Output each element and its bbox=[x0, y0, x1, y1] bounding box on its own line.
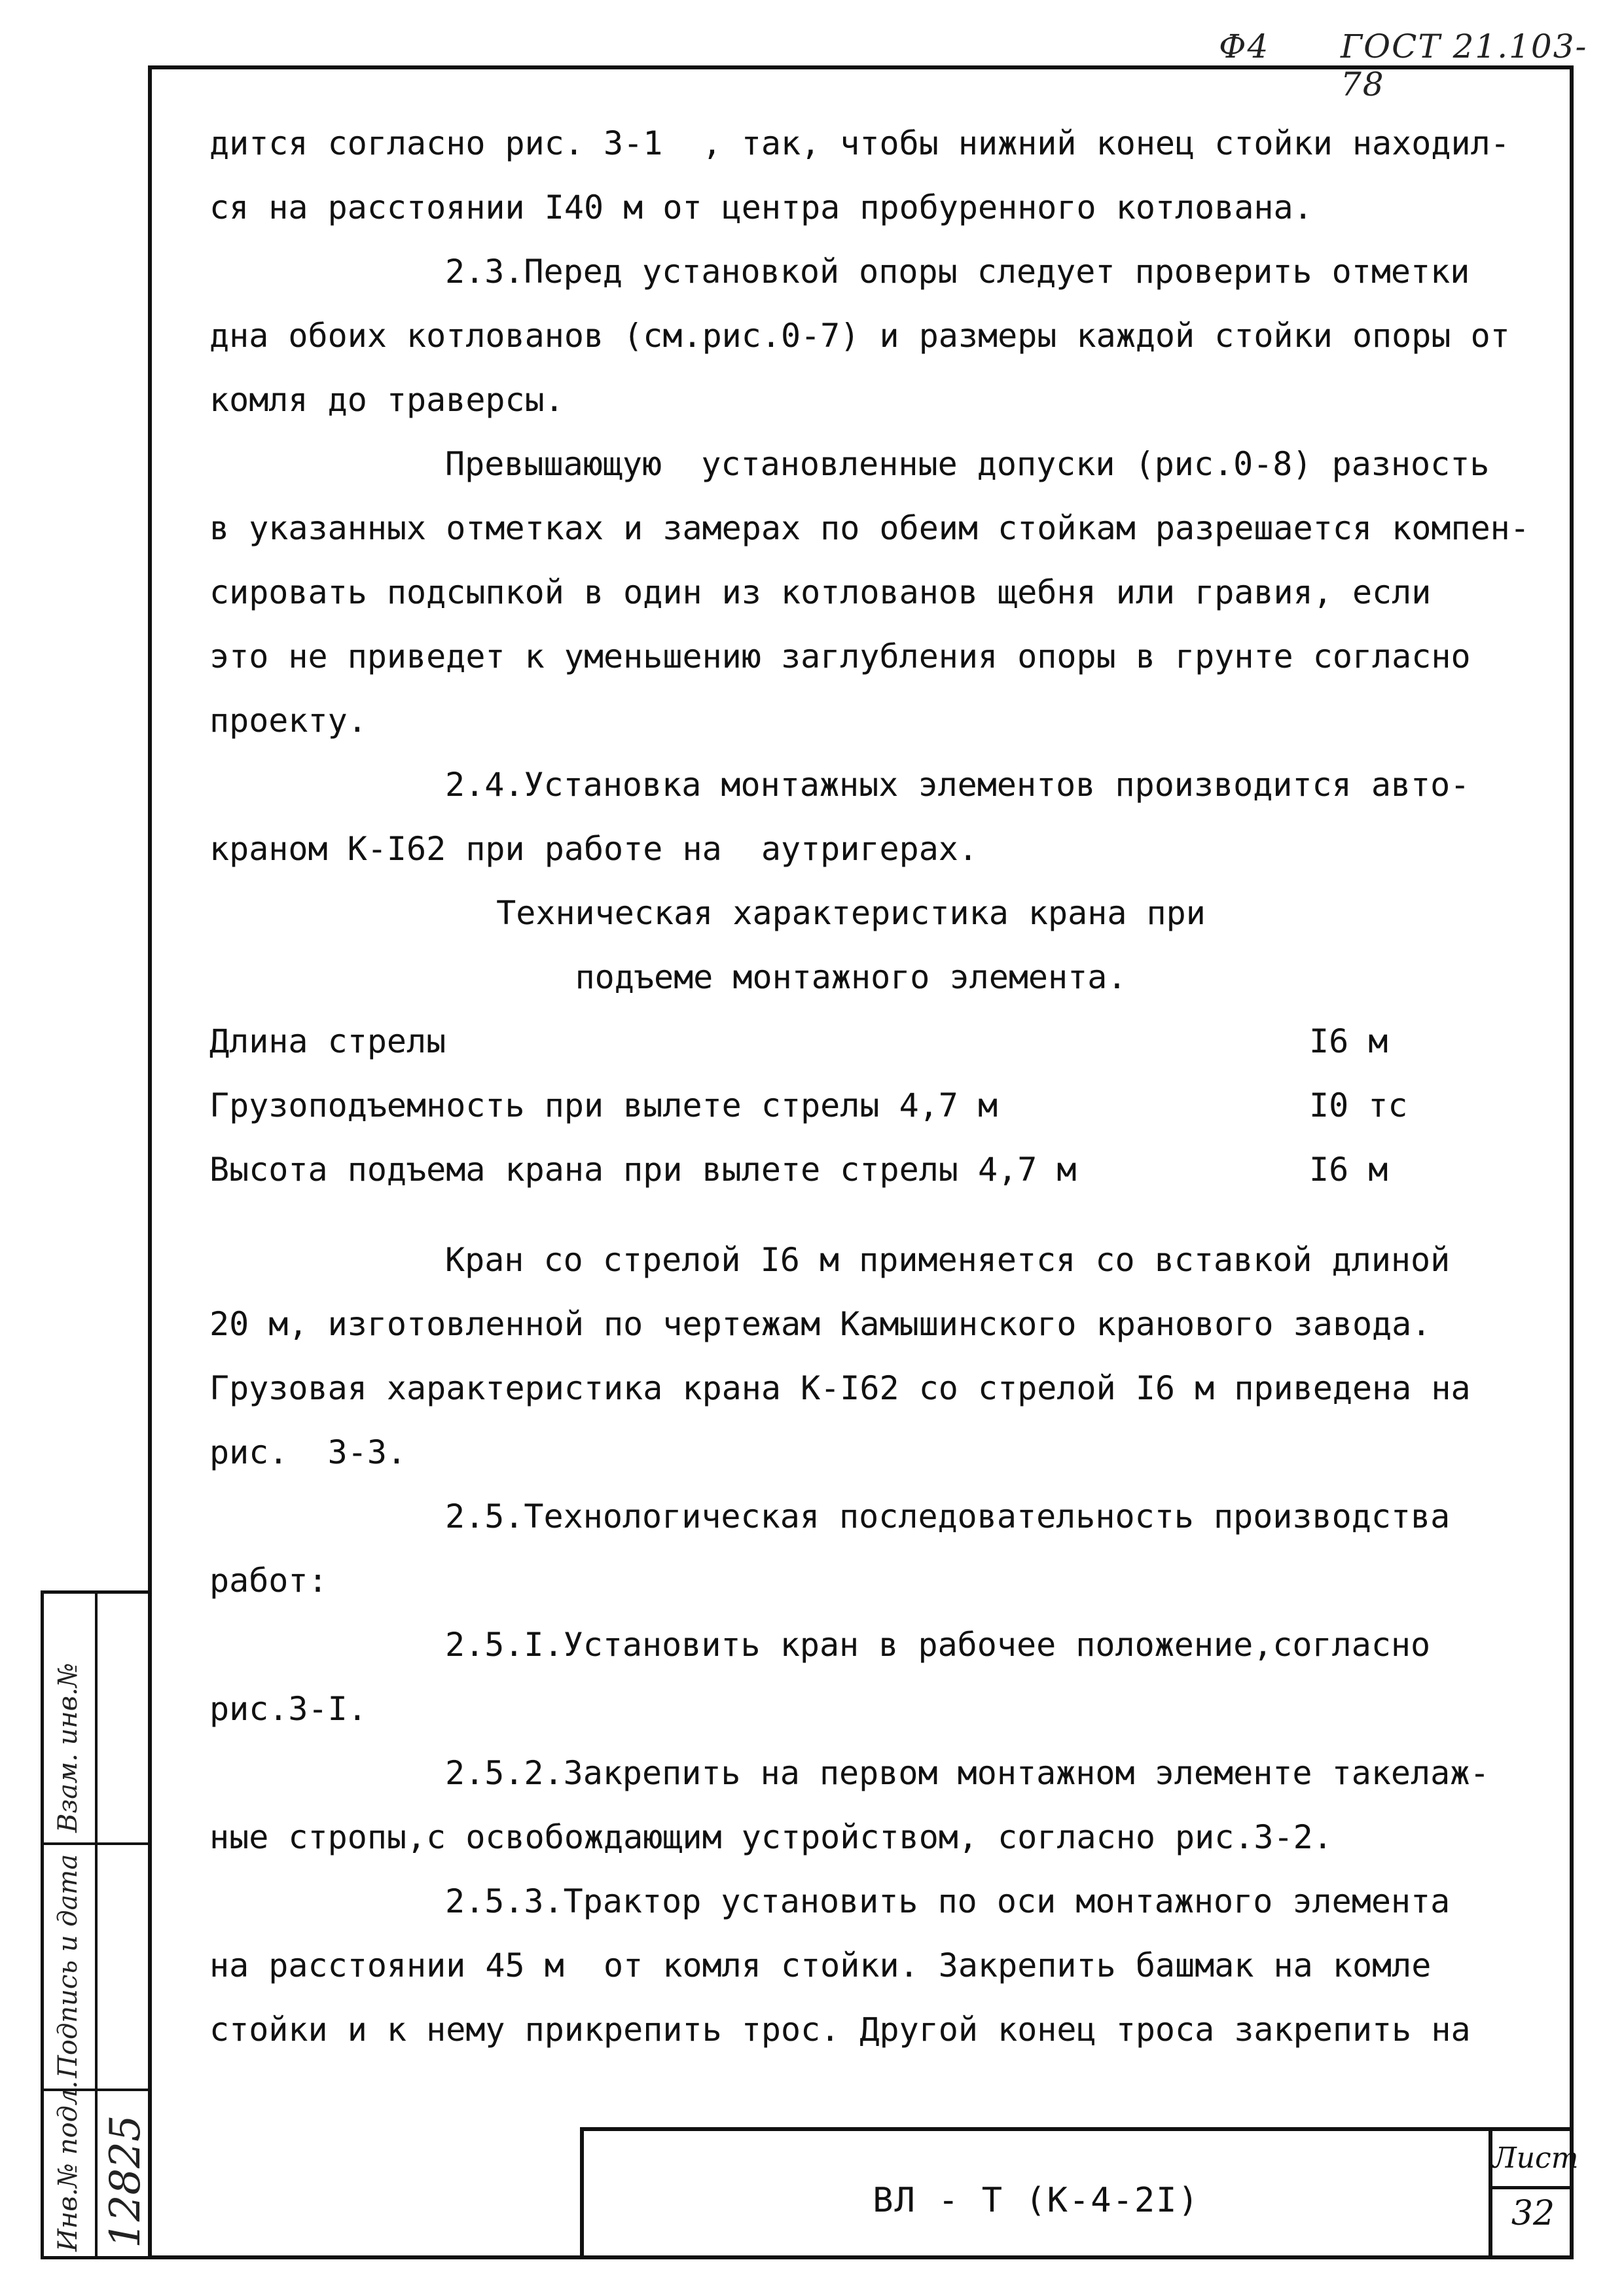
paragraph-2-5-2: 2.5.2.Закрепить на первом монтажном элементе такелаж- bbox=[445, 1754, 1490, 1792]
spec-label: Грузоподъемность при вылете стрелы 4,7 м bbox=[209, 1086, 998, 1124]
side-stamp bbox=[41, 1590, 148, 2259]
text-line: в указанных отметках и замерах по обеим стойкам разрешается компен- bbox=[209, 509, 1530, 547]
paragraph-2-5-3: 2.5.3.Трактор установить по оси монтажного элемента bbox=[445, 1882, 1451, 1920]
text-line: дна обоих котлованов (см.рис.0-7) и размеры каждой стойки опоры от bbox=[209, 317, 1510, 355]
text-line: сировать подсыпкой в один из котлованов щебня или гравия, если bbox=[209, 573, 1432, 611]
text-line: 20 м, изготовленной по чертежам Камышинского кранового завода. bbox=[209, 1305, 1432, 1343]
document-code: ВЛ - Т (К-4-2I) bbox=[873, 2181, 1200, 2220]
stamp-label-inventory: Инв.№ подл. bbox=[53, 2080, 83, 2251]
text-line: на расстоянии 45 м от комля стойки. Закрепить башмак на комле bbox=[209, 1946, 1432, 1984]
sheet-label: Лист bbox=[1492, 2131, 1574, 2189]
document-body bbox=[209, 111, 1532, 2062]
spec-heading: Техническая характеристика крана при bbox=[496, 894, 1206, 932]
standard-code: ГОСТ 21.103-78 bbox=[1341, 27, 1588, 103]
paragraph-tolerance: Превышающую установленные допуски (рис.0-8) разность bbox=[445, 445, 1490, 483]
text-line: рис.3-I. bbox=[209, 1690, 367, 1728]
paragraph-2-5: 2.5.Технологическая последовательность производства bbox=[445, 1498, 1451, 1535]
spec-row bbox=[209, 1009, 1532, 1073]
text-line: ся на расстоянии I40 м от центра пробуренного котлована. bbox=[209, 188, 1313, 226]
spec-heading: подъеме монтажного элемента. bbox=[575, 958, 1127, 996]
spec-value: I6 м bbox=[1309, 1022, 1388, 1060]
text-line: комля до траверсы. bbox=[209, 381, 564, 419]
text-line: работ: bbox=[209, 1562, 328, 1600]
stamp-label-replacement: Взам. инв.№ bbox=[53, 1662, 83, 1833]
text-line: стойки и к нему прикрепить трос. Другой конец троса закрепить на bbox=[209, 2011, 1471, 2049]
spec-label: Высота подъема крана при вылете стрелы 4,7 м bbox=[209, 1151, 1077, 1189]
spec-value: I0 тс bbox=[1309, 1086, 1408, 1124]
text-line: дится согласно рис. 3-1 , так, чтобы нижний конец стойки находил- bbox=[209, 124, 1510, 162]
paragraph-2-3: 2.3.Перед установкой опоры следует проверить отметки bbox=[445, 253, 1470, 291]
text-line: краном К-I62 при работе на аутригерах. bbox=[209, 830, 978, 868]
spec-row bbox=[209, 1073, 1532, 1138]
text-line: Грузовая характеристика крана К-I62 со стрелой I6 м приведена на bbox=[209, 1369, 1471, 1407]
inventory-number: 12825 bbox=[101, 2115, 150, 2248]
stamp-label-signature: Подпись и дата bbox=[53, 1854, 83, 2078]
text-line: это не приведет к уменьшению заглубления опоры в грунте согласно bbox=[209, 637, 1471, 675]
paragraph-boom: Кран со стрелой I6 м применяется со вставкой длиной bbox=[445, 1241, 1451, 1279]
spec-label: Длина стрелы bbox=[209, 1022, 446, 1060]
title-block bbox=[580, 2127, 1579, 2259]
paragraph-2-4: 2.4.Установка монтажных элементов производится авто- bbox=[445, 766, 1470, 804]
text-line: ные стропы,с освобождающим устройством, согласно рис.3-2. bbox=[209, 1818, 1333, 1856]
text-line: рис. 3-3. bbox=[209, 1433, 407, 1471]
paragraph-2-5-1: 2.5.I.Установить кран в рабочее положение,согласно bbox=[445, 1626, 1431, 1664]
sheet-number: 32 bbox=[1511, 2194, 1555, 2233]
sheet-cell bbox=[1489, 2131, 1579, 2259]
spec-row bbox=[209, 1138, 1532, 1202]
text-line: проекту. bbox=[209, 702, 367, 740]
page-mark: Ф4 bbox=[1219, 27, 1270, 65]
spec-value: I6 м bbox=[1309, 1151, 1388, 1189]
